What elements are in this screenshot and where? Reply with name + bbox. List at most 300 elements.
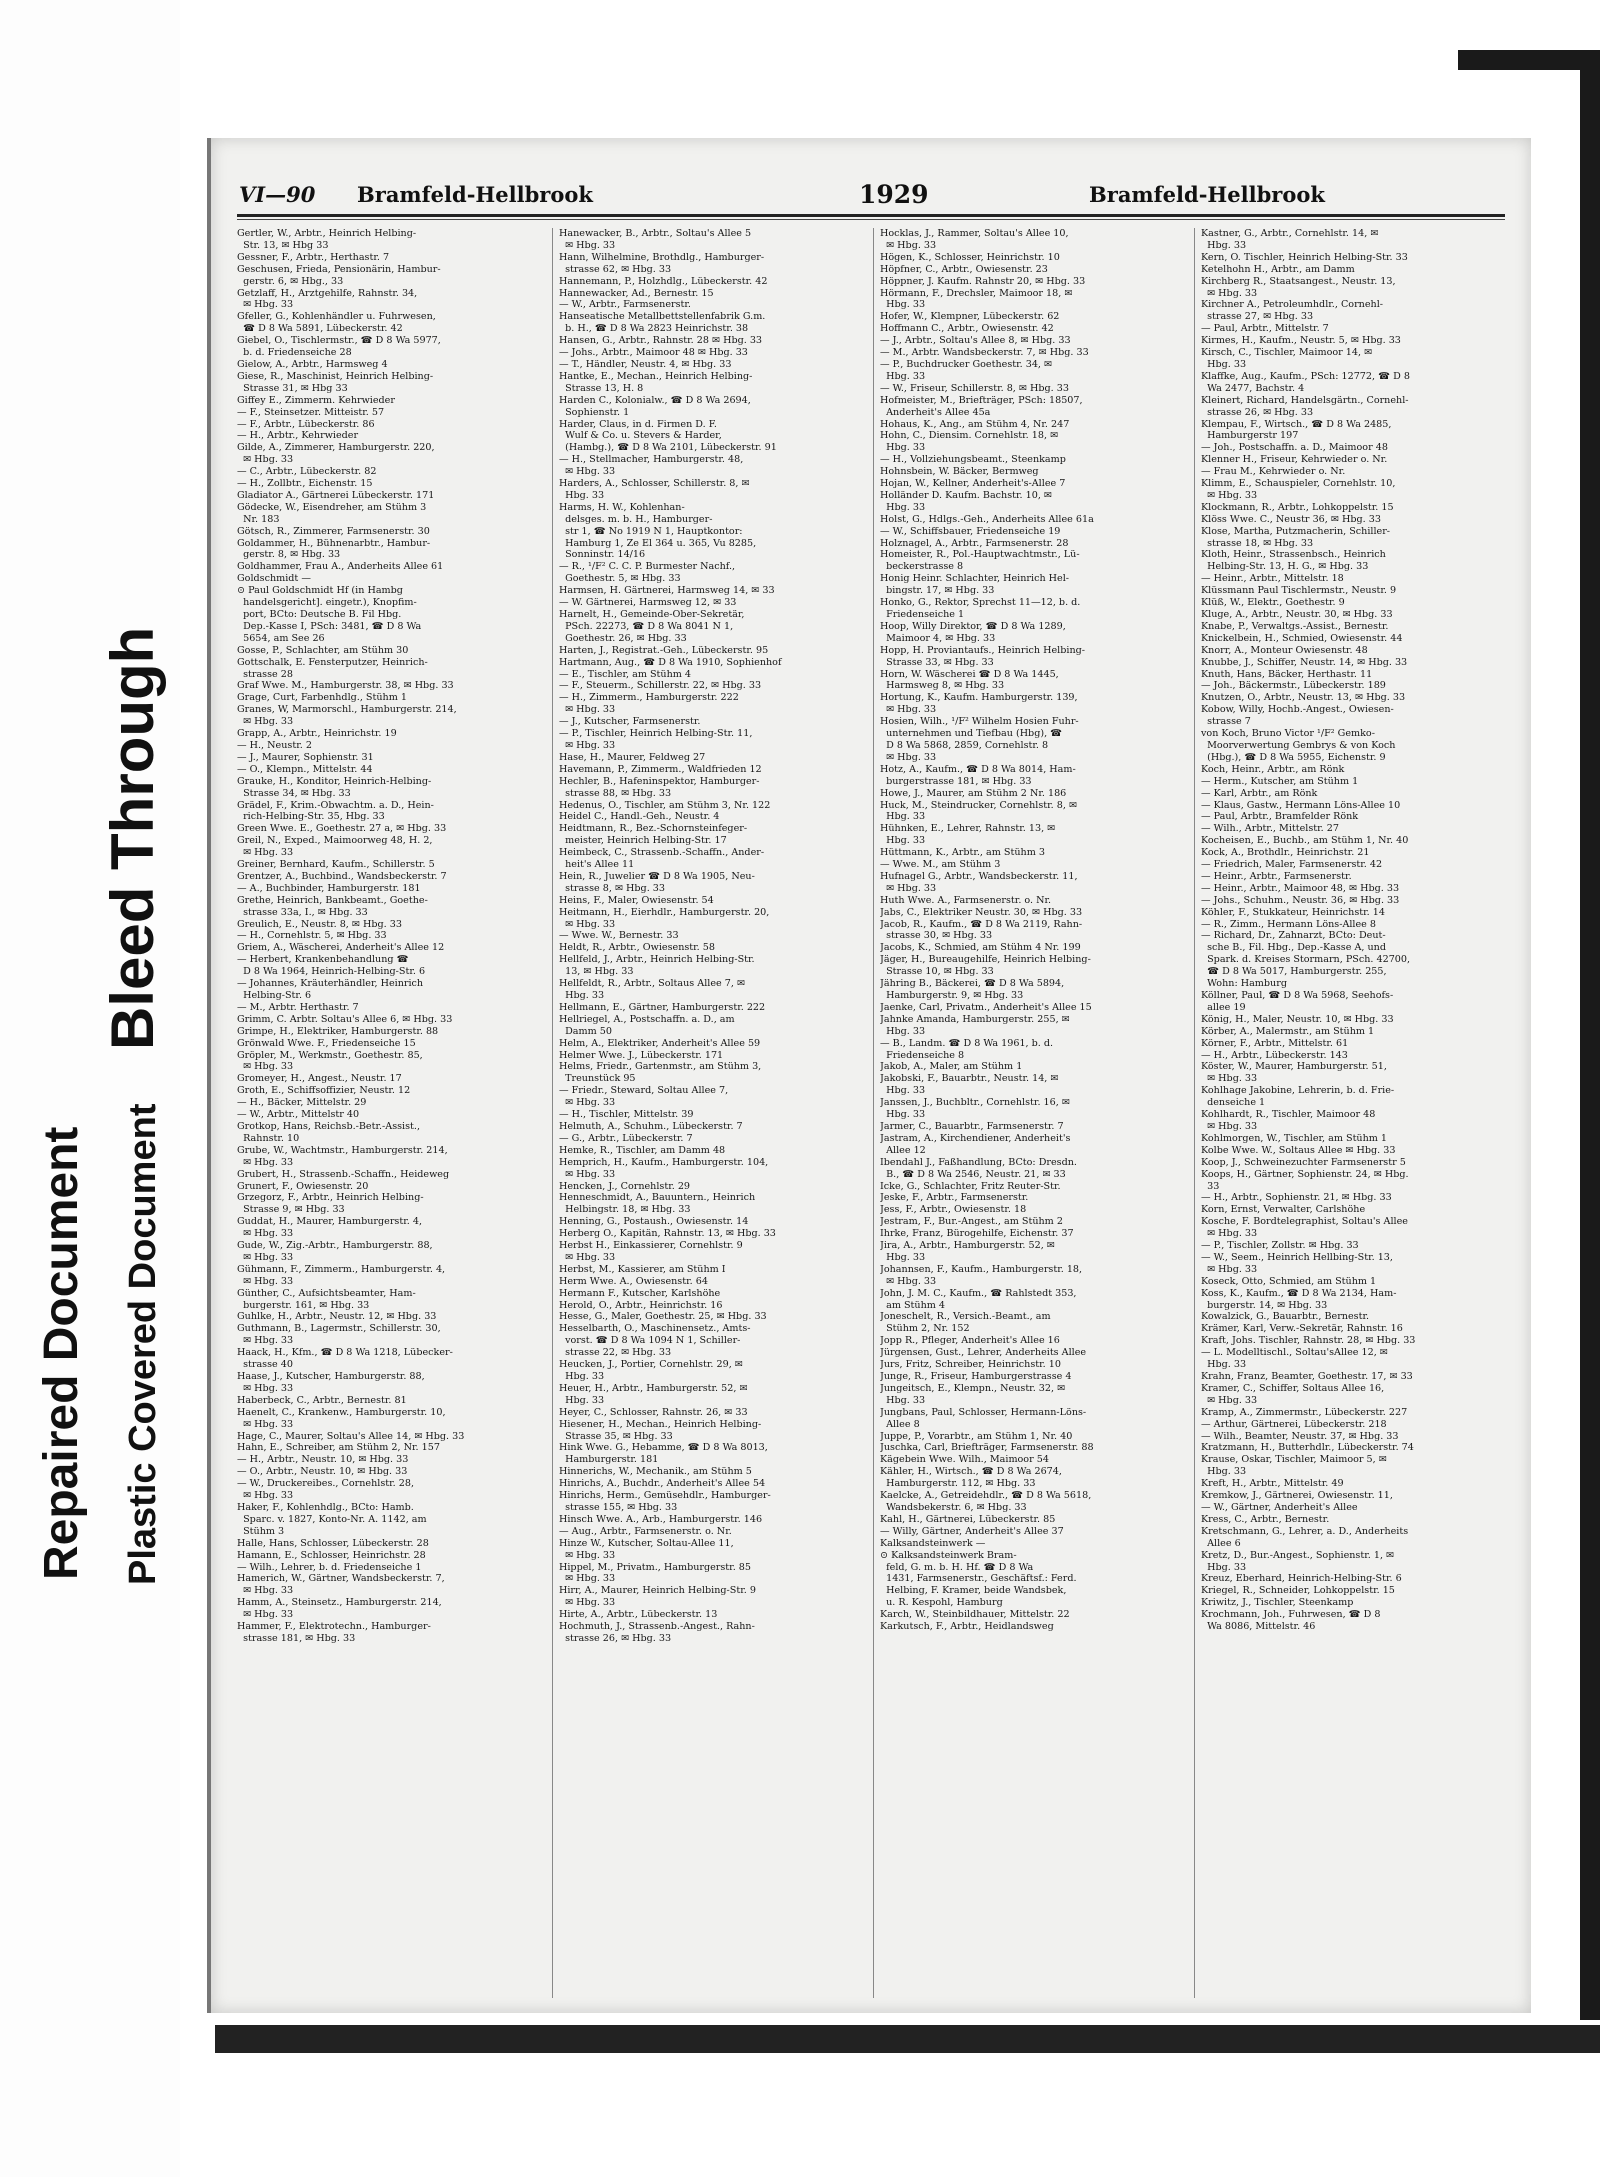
directory-entry-line: denseiche 1	[1201, 1097, 1266, 1109]
directory-entry-line: ☎ D 8 Wa 5017, Hamburgerstr. 255,	[1201, 966, 1387, 978]
directory-entry-line: ✉ Hbg. 33	[237, 299, 294, 311]
directory-entry-line: Harden C., Kolonialw., ☎ D 8 Wa 2694,	[559, 394, 751, 406]
directory-entry-line: — Wilh., Arbtr., Mittelstr. 27	[1201, 823, 1339, 835]
directory-entry-line: Jira, A., Arbtr., Hamburgerstr. 52, ✉	[880, 1240, 1055, 1252]
directory-entry-line: burgerstrasse 181, ✉ Hbg. 33	[880, 775, 1032, 787]
directory-entry-line: Hbg. 33	[880, 370, 926, 382]
directory-entry-line: Hopp, H. Proviantaufs., Heinrich Helbing-	[880, 644, 1086, 656]
directory-entry-line: Joneschelt, R., Versich.-Beamt., am	[880, 1311, 1051, 1323]
directory-entry-line: Goethestr. 26, ✉ Hbg. 33	[559, 632, 687, 644]
directory-entry-line: strasse 26, ✉ Hbg. 33	[559, 1632, 672, 1644]
directory-entry-line: — R., ¹/F² C. C. P. Burmester Nachf.,	[559, 561, 736, 573]
directory-entry-line: Grunert, F., Owiesenstr. 20	[237, 1180, 369, 1192]
directory-entry-line: Herbst, M., Kassierer, am Stühm I	[559, 1263, 726, 1275]
directory-entry-line: Wulf & Co. u. Stevers & Harder,	[559, 430, 722, 442]
directory-entry-line: Gottschalk, E. Fensterputzer, Heinrich-	[237, 656, 428, 668]
column-divider	[873, 228, 874, 1998]
directory-entry-line: ✉ Hbg. 33	[1201, 1073, 1258, 1085]
directory-entry-line: Hbg. 33	[880, 1085, 926, 1097]
directory-entry-line: Ihrke, Franz, Bürogehilfe, Eichenstr. 37	[880, 1228, 1074, 1240]
directory-entry-line: strasse 181, ✉ Hbg. 33	[237, 1632, 356, 1644]
directory-entry-line: Klose, Martha, Putzmacherin, Schiller-	[1201, 525, 1391, 537]
directory-entry-line: ✉ Hbg. 33	[237, 1335, 294, 1347]
directory-entry-line: Strasse 10, ✉ Hbg. 33	[880, 966, 994, 978]
directory-entry-line: Strasse 34, ✉ Hbg. 33	[237, 787, 351, 799]
directory-entry-line: Hamburgerstr. 181	[559, 1454, 659, 1466]
directory-entry-line: ✉ Hbg. 33	[237, 1228, 294, 1240]
directory-entry-line: Wandsbekerstr. 6, ✉ Hbg. 33	[880, 1501, 1027, 1513]
directory-entry-line: Kaelcke, A., Getreidehdlr., ☎ D 8 Wa 5618,	[880, 1490, 1092, 1502]
directory-entry-line: Haker, F., Kohlenhdlg., BCto: Hamb.	[237, 1501, 414, 1513]
directory-entry-line: Giffey E., Zimmerm. Kehrwieder	[237, 394, 395, 406]
directory-entry-line: strasse 7	[1201, 716, 1251, 728]
directory-entry-line: Howe, J., Maurer, am Stühm 2 Nr. 186	[880, 787, 1067, 799]
directory-entry-line: Körber, A., Malermstr., am Stühm 1	[1201, 1025, 1375, 1037]
directory-entry-line: — J., Maurer, Sophienstr. 31	[237, 751, 374, 763]
directory-entry-line: Icke, G., Schlachter, Fritz Reuter-Str.	[880, 1180, 1061, 1192]
directory-entry-line: Karch, W., Steinbildhauer, Mittelstr. 22	[880, 1609, 1070, 1621]
directory-entry-line: Jess, F., Arbtr., Owiesenstr. 18	[880, 1204, 1027, 1216]
directory-entry-line: ✉ Hbg. 33	[880, 1275, 937, 1287]
directory-entry-line: Hellmann, E., Gärtner, Hamburgerstr. 222	[559, 1001, 766, 1013]
directory-entry-line: Hesselbarth, O., Maschinensetz., Amts-	[559, 1323, 751, 1335]
directory-entry-line: Höpfner, C., Arbtr., Owiesenstr. 23	[880, 263, 1048, 275]
directory-entry-line: Hühnken, E., Lehrer, Rahnstr. 13, ✉	[880, 823, 1056, 835]
directory-entry-line: ✉ Hbg. 33	[1201, 489, 1258, 501]
directory-entry-line: Krause, Oskar, Tischler, Maimoor 5, ✉	[1201, 1454, 1387, 1466]
directory-entry-line: Helbing-Str. 13, H. G., ✉ Hbg. 33	[1201, 561, 1369, 573]
directory-entry-line: Knickelbein, H., Schmied, Owiesenstr. 44	[1201, 632, 1403, 644]
directory-entry-line: Heucken, J., Portier, Cornehlstr. 29, ✉	[559, 1359, 743, 1371]
directory-entry-line: Hosien, Wilh., ¹/F² Wilhelm Hosien Fuhr-	[880, 716, 1079, 728]
directory-entry-line: Höppner, J. Kaufm. Rahnstr 20, ✉ Hbg. 33	[880, 275, 1086, 287]
directory-entry-line: Friedenseiche 1	[880, 609, 965, 620]
directory-entry-line: Jäger, H., Bureaugehilfe, Heinrich Helbing-	[880, 954, 1091, 966]
directory-entry-line: Huck, M., Steindrucker, Cornehlstr. 8, ✉	[880, 799, 1078, 811]
directory-entry-line: — P., Tischler, Zollstr. ✉ Hbg. 33	[1201, 1240, 1359, 1252]
directory-entry-line: ✉ Hbg. 33	[1201, 1120, 1258, 1132]
directory-entry-line: Krahn, Franz, Beamter, Goethestr. 17, ✉ 33	[1201, 1371, 1413, 1382]
directory-entry-line: Guhlke, H., Arbtr., Neustr. 12, ✉ Hbg. 33	[237, 1311, 437, 1323]
directory-entry-line: Kastner, G., Arbtr., Cornehlstr. 14, ✉	[1201, 228, 1379, 239]
directory-entry-line: Harten, J., Registrat.-Geh., Lübeckerstr. 95	[559, 644, 769, 656]
directory-entry-line: ✉ Hbg. 33	[880, 239, 937, 251]
directory-entry-line: Hufnagel G., Arbtr., Wandsbeckerstr. 11,	[880, 870, 1078, 882]
directory-entry-line: König, H., Maler, Neustr. 10, ✉ Hbg. 33	[1201, 1013, 1394, 1025]
directory-column-2	[559, 228, 864, 1998]
directory-entry-line: Goldammer, H., Bühnenarbtr., Hambur-	[237, 537, 431, 549]
directory-entry-line: Treunstück 95	[559, 1073, 636, 1085]
directory-entry-line: Allee 6	[1201, 1537, 1241, 1549]
directory-entry-line: Grädel, F., Krim.-Obwachtm. a. D., Hein-	[237, 799, 434, 811]
directory-entry-line: burgerstr. 161, ✉ Hbg. 33	[237, 1299, 370, 1311]
directory-entry-line: Kahl, H., Gärtnerei, Lübeckerstr. 85	[880, 1513, 1056, 1525]
directory-column-4	[1201, 228, 1506, 1998]
directory-entry-line: Heitmann, H., Eierhdlr., Hamburgerstr. 20,	[559, 906, 770, 918]
directory-entry-line: Gröpler, M., Werkmstr., Goethestr. 85,	[237, 1049, 423, 1061]
directory-entry-line: Henning, G., Postaush., Owiesenstr. 14	[559, 1216, 749, 1228]
header-rule-thin	[237, 219, 1505, 220]
directory-entry-line: Jurs, Fritz, Schreiber, Heinrichstr. 10	[880, 1359, 1061, 1371]
directory-entry-line: ✉ Hbg. 33	[237, 1382, 294, 1394]
directory-entry-line: Janssen, J., Buchbltr., Cornehlstr. 16, ✉	[880, 1097, 1070, 1109]
directory-entry-line: — O., Klempn., Mittelstr. 44	[237, 763, 373, 775]
directory-entry-line: Greiner, Bernhard, Kaufm., Schillerstr. 5	[237, 859, 435, 871]
directory-entry-line: Hinze W., Kutscher, Soltau-Allee 11,	[559, 1537, 734, 1549]
directory-entry-line: Wa 2477, Bachstr. 4	[1201, 382, 1305, 394]
directory-entry-line: Gühmann, F., Zimmerm., Hamburgerstr. 4,	[237, 1263, 446, 1275]
directory-entry-line: strasse 22, ✉ Hbg. 33	[559, 1347, 672, 1359]
directory-entry-line: — W., Arbtr., Farmsenerstr.	[559, 299, 691, 311]
directory-entry-line: Jopp R., Pfleger, Anderheit's Allee 16	[880, 1335, 1060, 1347]
directory-entry-line: Kirmes, H., Kaufm., Neustr. 5, ✉ Hbg. 33	[1201, 335, 1401, 347]
directory-entry-line: — H., Stellmacher, Hamburgerstr. 48,	[559, 454, 744, 466]
directory-entry-line: Gosse, P., Schlachter, am Stühm 30	[237, 644, 409, 656]
directory-entry-line: Helmuth, A., Schuhm., Lübeckerstr. 7	[559, 1120, 743, 1132]
directory-entry-line: Hbg. 33	[880, 1251, 926, 1263]
directory-entry-line: — Johannes, Kräuterhändler, Heinrich	[237, 978, 424, 990]
directory-entry-line: Hofmeister, M., Briefträger, PSch: 18507,	[880, 394, 1083, 406]
directory-entry-line: Ibendahl J., Faßhandlung, BCto: Dresdn.	[880, 1156, 1077, 1168]
directory-entry-line: Kloth, Heinr., Strassenbsch., Heinrich	[1201, 549, 1386, 561]
column-divider	[1194, 228, 1195, 1998]
directory-entry-line: Hamburgerstr. 112, ✉ Hbg. 33	[880, 1478, 1036, 1490]
page-header	[239, 182, 1505, 212]
directory-entry-line: Jakobski, F., Bauarbtr., Neustr. 14, ✉	[880, 1073, 1059, 1085]
directory-entry-line: Klöss Wwe. C., Neustr 36, ✉ Hbg. 33	[1201, 513, 1381, 525]
directory-entry-line: — Klaus, Gastw., Hermann Löns-Allee 10	[1201, 799, 1401, 811]
directory-entry-line: str 1, ☎ No 1919 N 1, Hauptkontor:	[559, 525, 743, 537]
directory-entry-line: Hbg. 33	[559, 990, 605, 1001]
directory-entry-line: Gilde, A., Zimmerer, Hamburgerstr. 220,	[237, 442, 435, 454]
directory-entry-line: ⊙ Paul Goldschmidt Hf (in Hambg	[237, 585, 403, 597]
directory-entry-line: — W. Gärtnerei, Harmsweg 12, ✉ 33	[559, 597, 737, 609]
scan-border-right	[1580, 50, 1600, 2020]
directory-entry-line: von Koch, Bruno Victor ¹/F² Gemko-	[1201, 728, 1375, 740]
directory-entry-line: Anderheit's Allee 45a	[880, 406, 991, 418]
directory-entry-line: Goldhammer, Frau A., Anderheits Allee 61	[237, 561, 444, 573]
directory-entry-line: — W., Druckereibes., Cornehlstr. 28,	[237, 1478, 414, 1490]
directory-entry-line: Sophienstr. 1	[559, 406, 630, 418]
directory-entry-line: Strasse 13, H. 8	[559, 382, 644, 394]
directory-entry-line: Koops, H., Gärtner, Sophienstr. 24, ✉ Hbg.	[1201, 1168, 1409, 1180]
directory-entry-line: ✉ Hbg. 33	[237, 1251, 294, 1263]
directory-entry-line: rich-Helbing-Str. 35, Hbg. 33	[237, 811, 385, 823]
directory-entry-line: ✉ Hbg. 33	[237, 1275, 294, 1287]
directory-entry-line: Stühm 2, Nr. 152	[880, 1323, 970, 1335]
directory-entry-line: Hohn, C., Diensim. Cornehlstr. 18, ✉	[880, 430, 1059, 442]
directory-entry-line: — Richard, Dr., Zahnarzt, BCto: Deut-	[1201, 930, 1386, 942]
directory-entry-line: — H., Bäcker, Mittelstr. 29	[237, 1097, 367, 1109]
directory-entry-line: Hbg. 33	[1201, 1359, 1247, 1371]
directory-entry-line: unternehmen und Tiefbau (Hbg), ☎	[880, 728, 1063, 740]
directory-entry-line: Johannsen, F., Kaufm., Hamburgerstr. 18,	[880, 1263, 1083, 1275]
directory-entry-line: Günther, C., Aufsichtsbeamter, Ham-	[237, 1287, 416, 1299]
directory-entry-line: Helbing-Str. 6	[237, 990, 312, 1001]
directory-entry-line: Kowalzick, G., Bauarbtr., Bernestr.	[1201, 1311, 1370, 1323]
directory-entry-line: ✉ Hbg. 33	[237, 454, 294, 466]
directory-entry-line: — Friedrich, Maler, Farmsenerstr. 42	[1201, 859, 1383, 871]
directory-entry-line: Hein, R., Juwelier ☎ D 8 Wa 1905, Neu-	[559, 870, 755, 882]
directory-entry-line: — Aug., Arbtr., Farmsenerstr. o. Nr.	[559, 1525, 732, 1537]
directory-entry-line: Kramer, C., Schiffer, Soltaus Allee 16,	[1201, 1382, 1385, 1394]
directory-entry-line: — L. Modelltischl., Soltau'sAllee 12, ✉	[1201, 1347, 1388, 1359]
header-rule	[237, 214, 1505, 217]
directory-entry-line: Kalksandsteinwerk —	[880, 1537, 986, 1549]
directory-page	[207, 138, 1531, 2013]
directory-entry-line: ✉ Hbg. 33	[1201, 1228, 1258, 1240]
directory-entry-line: — Heinr., Arbtr., Maimoor 48, ✉ Hbg. 33	[1201, 882, 1400, 894]
directory-entry-line: Götsch, R., Zimmerer, Farmsenerstr. 30	[237, 525, 430, 537]
directory-entry-line: — H., Arbtr., Neustr. 10, ✉ Hbg. 33	[237, 1454, 409, 1466]
directory-entry-line: Kolbe Wwe. W., Soltaus Allee ✉ Hbg. 33	[1201, 1144, 1396, 1156]
directory-entry-line: ✉ Hbg. 33	[1201, 1394, 1258, 1406]
directory-entry-line: Hedenus, O., Tischler, am Stühm 3, Nr. 122	[559, 799, 771, 811]
directory-entry-line: strasse 27, ✉ Hbg. 33	[1201, 311, 1314, 323]
directory-entry-line: Moorverwertung Gembrys & von Koch	[1201, 739, 1396, 751]
directory-entry-line: Harder, Claus, in d. Firmen D. F.	[559, 418, 717, 430]
scan-border-top	[1458, 50, 1600, 70]
directory-entry-line: ✉ Hbg. 33	[880, 704, 937, 716]
directory-entry-line: Herold, O., Arbtr., Heinrichstr. 16	[559, 1299, 723, 1311]
directory-entry-line: Koch, Heinr., Arbtr., am Rönk	[1201, 763, 1345, 775]
directory-entry-line: Strasse 31, ✉ Hbg 33	[237, 382, 348, 394]
directory-entry-line: Kramp, A., Zimmermstr., Lübeckerstr. 227	[1201, 1406, 1408, 1418]
directory-entry-line: Hoffmann C., Arbtr., Owiesenstr. 42	[880, 323, 1054, 335]
directory-entry-line: ✉ Hbg. 33	[880, 882, 937, 894]
directory-entry-line: strasse 155, ✉ Hbg. 33	[559, 1501, 678, 1513]
directory-entry-line: Henneschmidt, A., Bauuntern., Heinrich	[559, 1192, 756, 1204]
directory-entry-line: Hbg. 33	[880, 835, 926, 847]
directory-entry-line: am Stühm 4	[880, 1299, 946, 1311]
directory-entry-line: ✉ Hbg. 33	[237, 1061, 294, 1073]
directory-entry-line: ✉ Hbg. 33	[559, 1597, 616, 1609]
directory-entry-line: Klüß, W., Elektr., Goethestr. 9	[1201, 597, 1345, 609]
directory-entry-line: Allee 8	[880, 1418, 920, 1430]
directory-entry-line: Grentzer, A., Buchbind., Wandsbeckerstr. 7	[237, 870, 447, 882]
directory-entry-line: Hbg. 33	[1201, 1561, 1247, 1573]
directory-entry-line: Gertler, W., Arbtr., Heinrich Helbing-	[237, 228, 417, 239]
directory-entry-line: Hbg. 33	[1201, 239, 1247, 251]
directory-entry-line: ✉ Hbg. 33	[559, 1251, 616, 1263]
directory-entry-line: Gude, W., Zig.-Arbtr., Hamburgerstr. 88,	[237, 1240, 433, 1252]
directory-entry-line: Grzegorz, F., Arbtr., Heinrich Helbing-	[237, 1192, 424, 1204]
directory-entry-line: Hamburg 1, Ze El 364 u. 365, Vu 8285,	[559, 537, 757, 549]
directory-entry-line: Kress, C., Arbtr., Bernestr.	[1201, 1513, 1330, 1525]
directory-entry-line: Hbg. 33	[880, 811, 926, 823]
directory-entry-line: delsges. m. b. H., Hamburger-	[559, 513, 713, 525]
directory-entry-line: Hotz, A., Kaufm., ☎ D 8 Wa 8014, Ham-	[880, 763, 1076, 775]
directory-entry-line: Harnelt, H., Gemeinde-Ober-Sekretär,	[559, 609, 745, 620]
directory-entry-line: Hiesener, H., Mechan., Heinrich Helbing-	[559, 1418, 762, 1430]
directory-entry-line: Hbg. 33	[1201, 1466, 1247, 1478]
directory-entry-line: — F., Steinsetzer. Mitteistr. 57	[237, 406, 385, 418]
directory-entry-line: Kretschmann, G., Lehrer, a. D., Anderheits	[1201, 1525, 1409, 1537]
directory-entry-line: Hamann, E., Schlosser, Heinrichstr. 28	[237, 1549, 426, 1561]
directory-entry-line: Dep.-Kasse I, PSch: 3481, ☎ D 8 Wa	[237, 620, 422, 632]
directory-entry-line: Herberg O., Kapitän, Rahnstr. 13, ✉ Hbg. 33	[559, 1228, 776, 1240]
directory-entry-line: Kirchberg R., Staatsangest., Neustr. 13,	[1201, 275, 1396, 287]
directory-entry-line: Strasse 33, ✉ Hbg. 33	[880, 656, 994, 668]
directory-entry-line: Hohnsbein, W. Bäcker, Bermweg	[880, 466, 1039, 478]
directory-entry-line: gerstr. 6, ✉ Hbg., 33	[237, 275, 344, 287]
directory-entry-line: Haberbeck, C., Arbtr., Bernestr. 81	[237, 1394, 407, 1406]
directory-entry-line: Halle, Hans, Schlosser, Lübeckerstr. 28	[237, 1537, 429, 1549]
directory-entry-line: Hahn, E., Schreiber, am Stühm 2, Nr. 157	[237, 1442, 440, 1454]
directory-entry-line: Hamerich, W., Gärtner, Wandsbeckerstr. 7,	[237, 1573, 445, 1585]
directory-entry-line: Knabe, P., Verwaltgs.-Assist., Bernestr.	[1201, 620, 1389, 632]
directory-entry-line: — Heinr., Arbtr., Mittelstr. 18	[1201, 573, 1344, 585]
directory-entry-line: — Wwe. W., Bernestr. 33	[559, 930, 679, 942]
directory-entry-line: — H., Arbtr., Lübeckerstr. 143	[1201, 1049, 1348, 1061]
directory-entry-line: ⊙ Kalksandsteinwerk Bram-	[880, 1549, 1017, 1561]
directory-entry-line: Groth, E., Schiffsoffizier, Neustr. 12	[237, 1085, 411, 1097]
directory-entry-line: — J., Kutscher, Farmsenerstr.	[559, 716, 701, 728]
directory-entry-line: ✉ Hbg. 33	[559, 739, 616, 751]
directory-entry-line: Kern, O. Tischler, Heinrich Helbing-Str. 33	[1201, 251, 1408, 263]
directory-entry-line: Hammer, F., Elektrotechn., Hamburger-	[237, 1621, 431, 1633]
directory-entry-line: ✉ Hbg. 33	[559, 1549, 616, 1561]
directory-entry-line: — Paul, Arbtr., Bramfelder Rönk	[1201, 811, 1359, 823]
directory-entry-line: Hencken, J., Cornehlstr. 29	[559, 1180, 691, 1192]
directory-entry-line: — Johs., Schuhm., Neustr. 36, ✉ Hbg. 33	[1201, 894, 1400, 906]
directory-entry-line: — H., Arbtr., Sophienstr. 21, ✉ Hbg. 33	[1201, 1192, 1392, 1204]
directory-columns	[237, 228, 1507, 1998]
directory-entry-line: ✉ Hbg. 33	[237, 847, 294, 859]
directory-entry-line: Ketelhohn H., Arbtr., am Damm	[1201, 263, 1355, 275]
directory-entry-line: — W., Arbtr., Mittelstr 40	[237, 1109, 360, 1121]
directory-entry-line: strasse 8, ✉ Hbg. 33	[559, 882, 666, 894]
directory-entry-line: Jeske, F., Arbtr., Farmsenerstr.	[880, 1192, 1029, 1204]
directory-entry-line: — J., Arbtr., Soltau's Allee 8, ✉ Hbg. 33	[880, 335, 1071, 347]
directory-entry-line: Guddat, H., Maurer, Hamburgerstr. 4,	[237, 1216, 422, 1228]
directory-entry-line: ✉ Hbg. 33	[559, 704, 616, 716]
directory-entry-line: Horn, W. Wäscherei ☎ D 8 Wa 1445,	[880, 668, 1059, 680]
directory-entry-line: sche B., Fil. Hbg., Dep.-Kasse A, und	[1201, 942, 1386, 954]
directory-entry-line: strasse 40	[237, 1359, 293, 1371]
directory-entry-line: Hbg. 33	[880, 299, 926, 311]
directory-entry-line: Gessner, F., Arbtr., Herthastr. 7	[237, 251, 390, 263]
directory-entry-line: Jacob, R., Kaufm., ☎ D 8 Wa 2119, Rahn-	[880, 918, 1083, 930]
directory-entry-line: Grimm, C. Arbtr. Soltau's Allee 6, ✉ Hbg. 33	[237, 1013, 453, 1025]
directory-entry-line: ✉ Hbg. 33	[1201, 1263, 1258, 1275]
directory-entry-line: Harders, A., Schlosser, Schillerstr. 8, ✉	[559, 478, 750, 490]
directory-entry-line: — T., Händler, Neustr. 4, ✉ Hbg. 33	[559, 358, 732, 370]
directory-entry-line: Hase, H., Maurer, Feldweg 27	[559, 751, 706, 763]
directory-entry-line: Damm 50	[559, 1025, 612, 1037]
directory-entry-line: — Arthur, Gärtnerei, Lübeckerstr. 218	[1201, 1418, 1387, 1430]
directory-entry-line: Heuer, H., Arbtr., Hamburgerstr. 52, ✉	[559, 1382, 748, 1394]
directory-entry-line: Köster, W., Maurer, Hamburgerstr. 51,	[1201, 1061, 1387, 1073]
directory-entry-line: Grube, W., Wachtmstr., Hamburgerstr. 214,	[237, 1144, 448, 1156]
directory-entry-line: b. H., ☎ D 8 Wa 2823 Heinrichstr. 38	[559, 323, 749, 335]
directory-entry-line: Heldt, R., Arbtr., Owiesenstr. 58	[559, 942, 715, 954]
directory-entry-line: u. R. Kespohl, Hamburg	[880, 1597, 1003, 1609]
directory-entry-line: Hinsch Wwe. A., Arb., Hamburgerstr. 146	[559, 1513, 763, 1525]
directory-entry-line: Kägebein Wwe. Wilh., Maimoor 54	[880, 1454, 1049, 1466]
directory-entry-line: Hamm, A., Steinsetz., Hamburgerstr. 214,	[237, 1597, 442, 1609]
directory-entry-line: vorst. ☎ D 8 Wa 1094 N 1, Schiller-	[559, 1335, 741, 1347]
directory-entry-line: Stühm 3	[237, 1525, 285, 1537]
directory-entry-line: (Hbg.), ☎ D 8 Wa 5955, Eichenstr. 9	[1201, 751, 1386, 763]
directory-entry-line: Kratzmann, H., Butterhdlr., Lübeckerstr. 74	[1201, 1442, 1414, 1454]
directory-entry-line: Giebel, O., Tischlermstr., ☎ D 8 Wa 5977,	[237, 335, 441, 347]
directory-entry-line: ✉ Hbg. 33	[559, 1097, 616, 1109]
directory-entry-line: Spark. d. Kreises Stormarn, PSch. 42700,	[1201, 954, 1411, 966]
directory-entry-line: Korn, Ernst, Verwalter, Carlshöhe	[1201, 1204, 1366, 1216]
directory-entry-line: Hirr, A., Maurer, Heinrich Helbing-Str. 9	[559, 1585, 756, 1597]
directory-entry-line: — W., Gärtner, Anderheit's Allee	[1201, 1501, 1358, 1513]
directory-entry-line: ✉ Hbg. 33	[1201, 287, 1258, 299]
directory-entry-line: Jahnke Amanda, Hamburgerstr. 255, ✉	[880, 1013, 1070, 1025]
directory-entry-line: 33	[1201, 1180, 1220, 1192]
directory-entry-line: feld, G. m. b. H. Hf. ☎ D 8 Wa	[880, 1561, 1034, 1573]
directory-entry-line: B., ☎ D 8 Wa 2546, Neustr. 21, ✉ 33	[880, 1168, 1066, 1180]
directory-entry-line: Krämer, Karl, Verw.-Sekretär, Rahnstr. 16	[1201, 1323, 1403, 1335]
directory-entry-line: ✉ Hbg. 33	[880, 751, 937, 763]
directory-entry-line: Gromeyer, H., Angest., Neustr. 17	[237, 1073, 402, 1085]
directory-entry-line: Hann, Wilhelmine, Brothdlg., Hamburger-	[559, 251, 765, 263]
directory-entry-line: Koss, K., Kaufm., ☎ D 8 Wa 2134, Ham-	[1201, 1287, 1397, 1299]
directory-entry-line: — Willy, Gärtner, Anderheit's Allee 37	[880, 1525, 1064, 1537]
directory-entry-line: Hbg. 33	[880, 1394, 926, 1406]
directory-entry-line: Juschka, Carl, Briefträger, Farmsenerstr. 88	[880, 1442, 1094, 1454]
directory-entry-line: strasse 62, ✉ Hbg. 33	[559, 263, 672, 275]
directory-entry-line: ✉ Hbg. 33	[237, 1585, 294, 1597]
directory-entry-line: — F., Arbtr., Lübeckerstr. 86	[237, 418, 375, 430]
directory-entry-line: Sonninstr. 14/16	[559, 549, 646, 561]
directory-entry-line: Körner, F., Arbtr., Mittelstr. 61	[1201, 1037, 1349, 1049]
directory-entry-line: handelsgericht]. eingetr.), Knopfim-	[237, 597, 417, 609]
directory-entry-line: Klaffke, Aug., Kaufm., PSch: 12772, ☎ D 8	[1201, 370, 1410, 382]
directory-entry-line: Hbg. 33	[1201, 358, 1247, 370]
directory-entry-line: meister, Heinrich Helbing-Str. 17	[559, 835, 727, 847]
directory-entry-line: allee 19	[1201, 1001, 1246, 1013]
directory-entry-line: Friedenseiche 8	[880, 1049, 965, 1061]
directory-entry-line: ☎ D 8 Wa 5891, Lübeckerstr. 42	[237, 323, 403, 335]
directory-entry-line: ✉ Hbg. 33	[237, 1156, 294, 1168]
directory-entry-line: Honig Heinr. Schlachter, Heinrich Hel-	[880, 573, 1070, 585]
directory-entry-line: Goldschmidt —	[237, 573, 311, 585]
page-number: VI—90	[239, 182, 316, 207]
directory-entry-line: Hermann F., Kutscher, Karlshöhe	[559, 1287, 721, 1299]
directory-entry-line: Junge, R., Friseur, Hamburgerstrasse 4	[880, 1371, 1072, 1382]
directory-entry-line: Hemprich, H., Kaufm., Hamburgerstr. 104,	[559, 1156, 769, 1168]
directory-entry-line: Hortung, K., Kaufm. Hamburgerstr. 139,	[880, 692, 1078, 704]
directory-entry-line: — Herbert, Krankenbehandlung ☎	[237, 954, 409, 966]
directory-entry-line: Hantke, E., Mechan., Heinrich Helbing-	[559, 370, 753, 382]
directory-entry-line: Hellriegel, A., Postschaffn. a. D., am	[559, 1013, 735, 1025]
directory-entry-line: — E., Tischler, am Stühm 4	[559, 668, 692, 680]
directory-entry-line: Allee 12	[880, 1144, 926, 1156]
directory-entry-line: gerstr. 8, ✉ Hbg. 33	[237, 549, 341, 561]
directory-entry-line: Jaenke, Carl, Privatm., Anderheit's Allee 15	[880, 1001, 1092, 1013]
directory-entry-line: — Paul, Arbtr., Mittelstr. 7	[1201, 323, 1329, 335]
directory-entry-line: ✉ Hbg. 33	[559, 918, 616, 930]
directory-entry-line: Hanewacker, B., Arbtr., Soltau's Allee 5	[559, 228, 752, 239]
directory-entry-line: — Frau M., Kehrwieder o. Nr.	[1201, 466, 1346, 478]
directory-entry-line: Kobow, Willy, Hochb.-Angest., Owiesen-	[1201, 704, 1394, 716]
directory-entry-line: Kretz, D., Bur.-Angest., Sophienstr. 1, ✉	[1201, 1549, 1395, 1561]
directory-entry-line: — W., Friseur, Schillerstr. 8, ✉ Hbg. 33	[880, 382, 1069, 394]
directory-entry-line: Kreuz, Eberhard, Heinrich-Helbing-Str. 6	[1201, 1573, 1402, 1585]
directory-entry-line: Rahnstr. 10	[237, 1132, 300, 1144]
directory-entry-line: Jacobs, K., Schmied, am Stühm 4 Nr. 199	[880, 942, 1081, 954]
directory-entry-line: Heimbeck, C., Strassenb.-Schaffn., Ander-	[559, 847, 765, 859]
directory-entry-line: — A., Buchbinder, Hamburgerstr. 181	[237, 882, 421, 894]
directory-entry-line: — H., Arbtr., Kehrwieder	[237, 430, 359, 442]
bleed-through-label: Bleed Through	[99, 626, 166, 1050]
